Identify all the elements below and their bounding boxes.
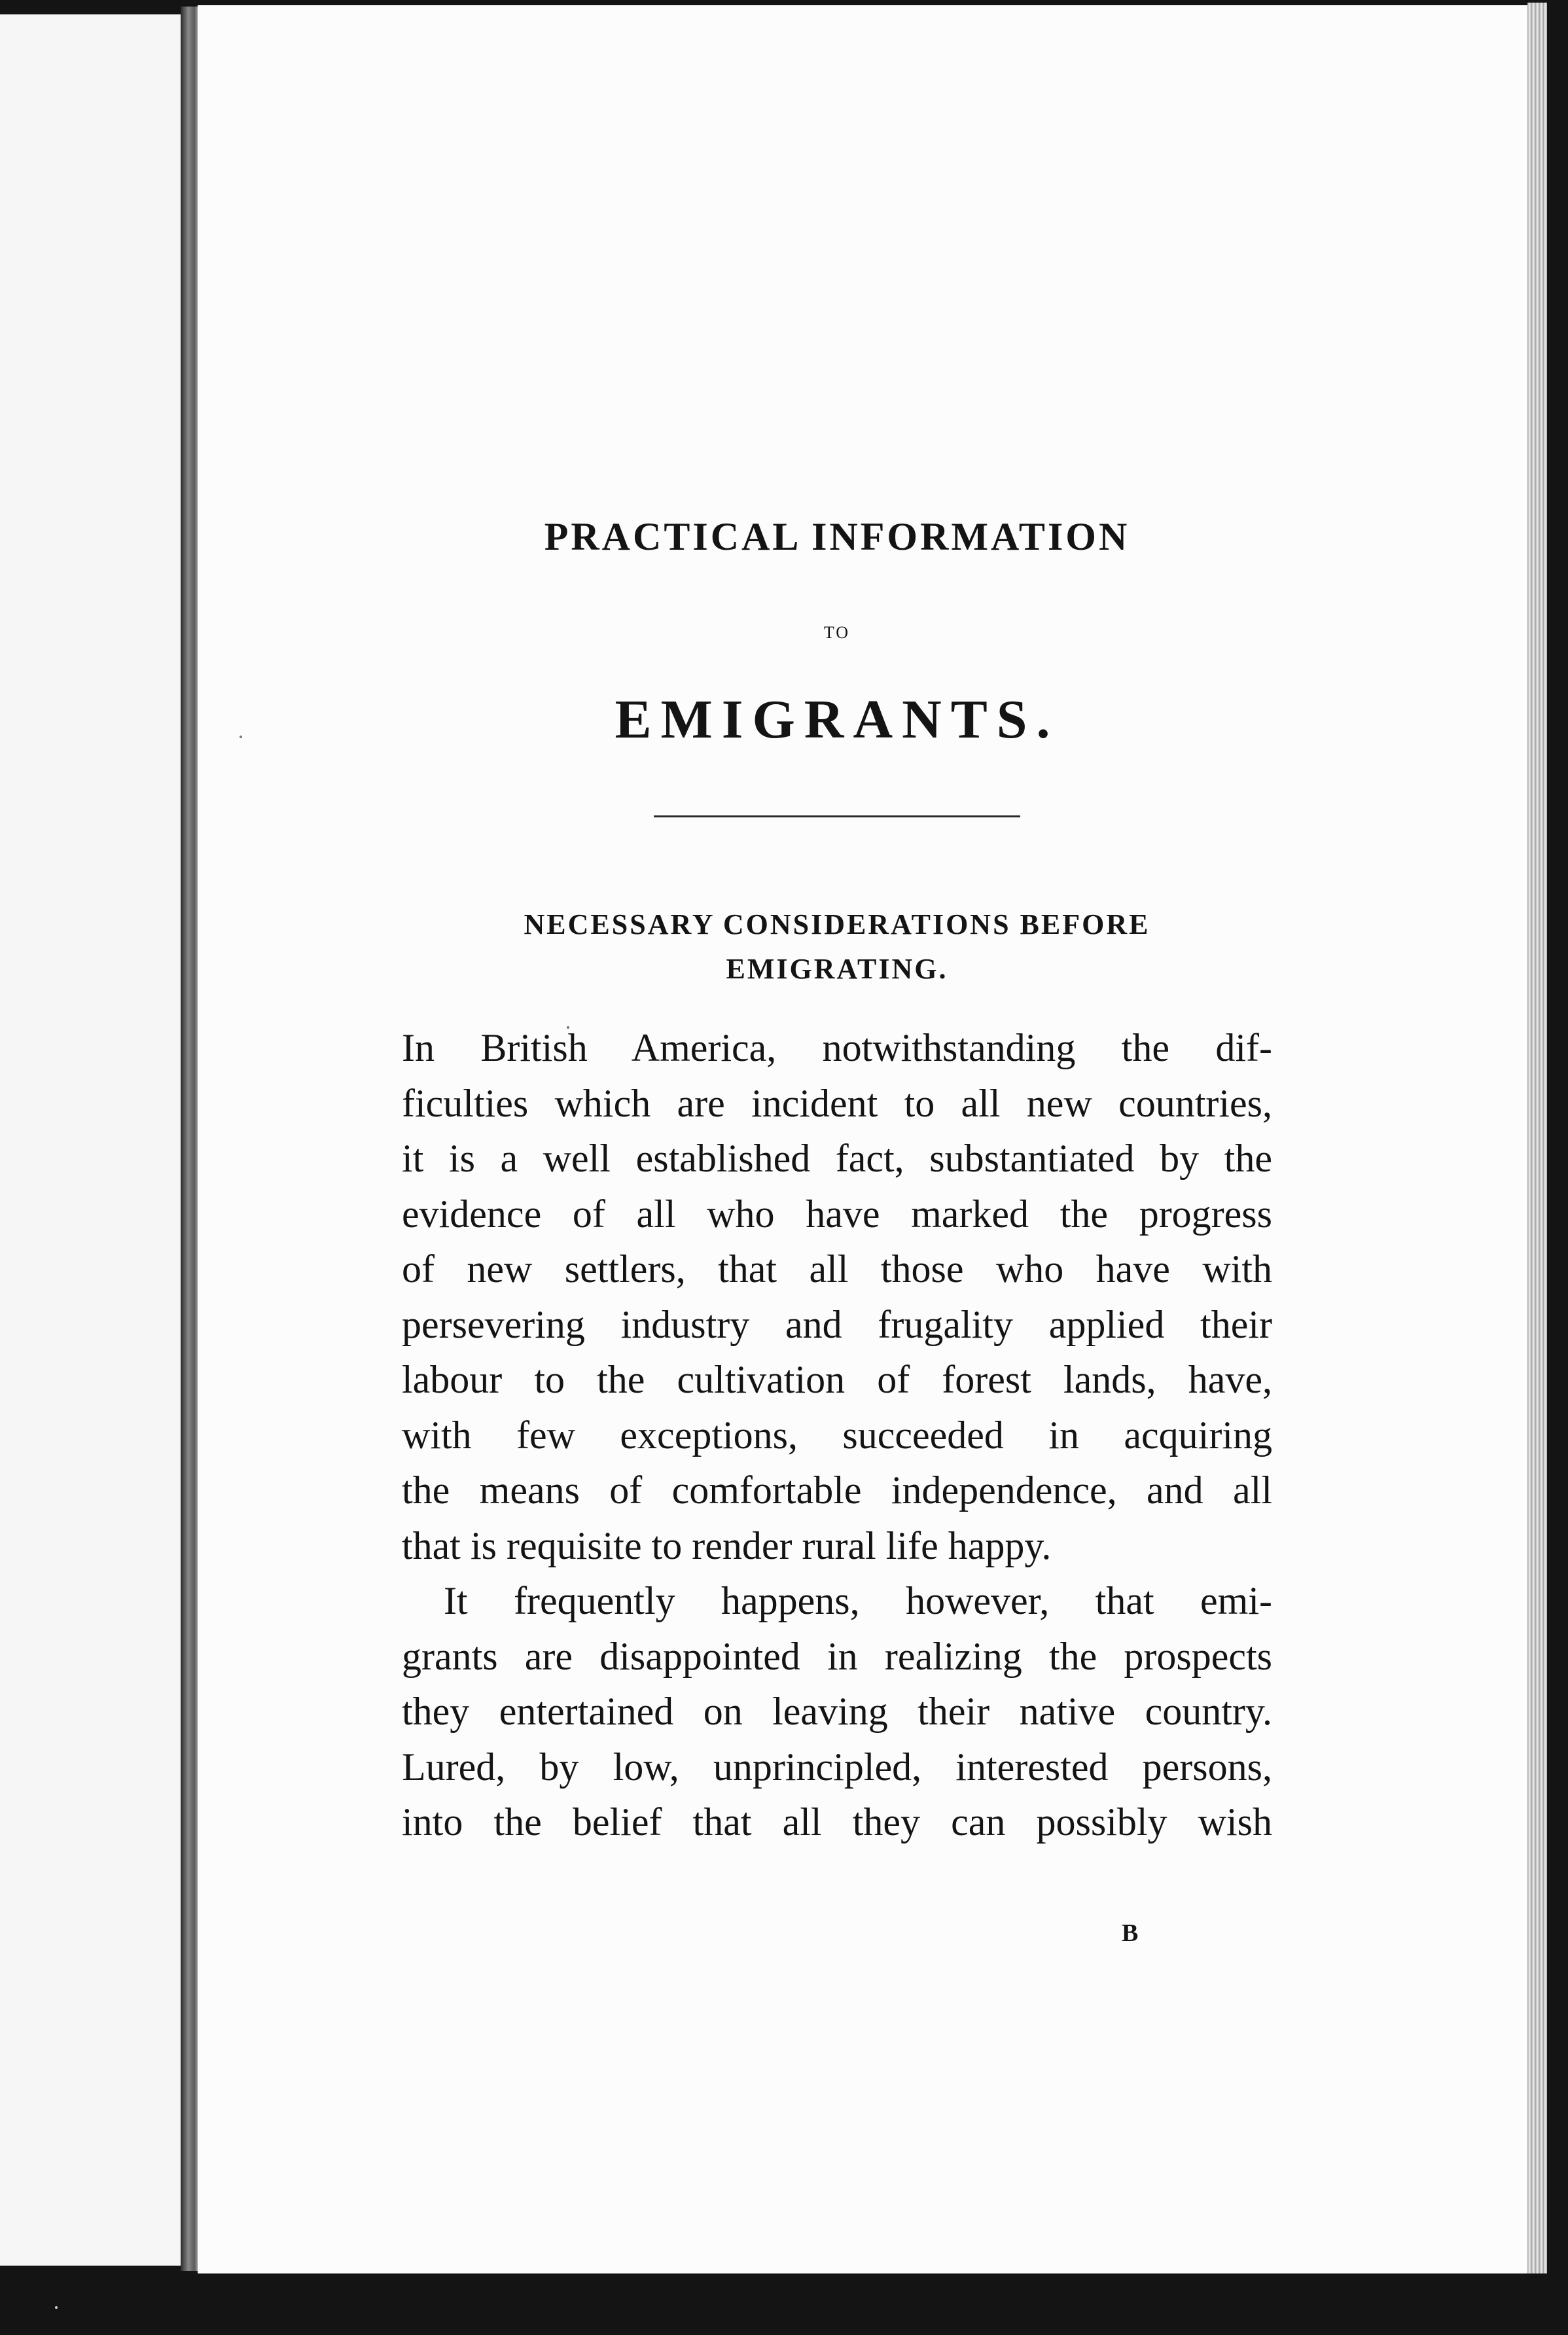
text-line: it is a well established fact, substantiated by the [402,1137,1272,1180]
text-line: the means of comfortable independence, and all [402,1469,1272,1512]
text-line: Lured, by low, unprincipled, interested persons, [402,1745,1272,1789]
paper-speck [55,2306,58,2309]
text-line: that is requisite to render rural life happy. [402,1524,1052,1567]
book-title: PRACTICAL INFORMATION [544,515,1130,558]
text-line: of new settlers, that all those who have with [402,1247,1272,1291]
text-line: labour to the cultivation of forest lands, have, [402,1358,1272,1401]
decorative-rule [654,815,1020,817]
title-subject: EMIGRANTS. [615,689,1060,750]
body-text [402,1020,1272,1850]
title-connector: TO [823,623,851,642]
paper-speck [240,736,242,738]
text-line: In British America, notwithstanding the dif- [402,1026,1272,1069]
paragraph-2 [402,1573,1272,1850]
section-heading [402,902,1272,991]
paragraph-1 [402,1020,1272,1573]
page-fore-edge [1527,3,1547,2273]
section-heading-line: NECESSARY CONSIDERATIONS BEFORE [524,908,1150,940]
signature-mark: B [1122,1919,1139,1947]
text-line: persevering industry and frugality applied their [402,1302,1272,1346]
text-line: they entertained on leaving their native country. [402,1690,1272,1733]
text-line: with few exceptions, succeeded in acquiring [402,1413,1272,1457]
text-line: ficulties which are incident to all new countries, [402,1081,1272,1125]
text-line: evidence of all who have marked the progress [402,1192,1272,1236]
text-line: into the belief that all they can possibly wish [402,1800,1272,1844]
text-line: It frequently happens, however, that emi- [444,1579,1272,1622]
facing-page-blank [0,14,196,2266]
page-text [402,517,1272,1850]
text-line: grants are disappointed in realizing the prospects [402,1634,1272,1678]
section-heading-line: EMIGRATING. [726,953,948,985]
